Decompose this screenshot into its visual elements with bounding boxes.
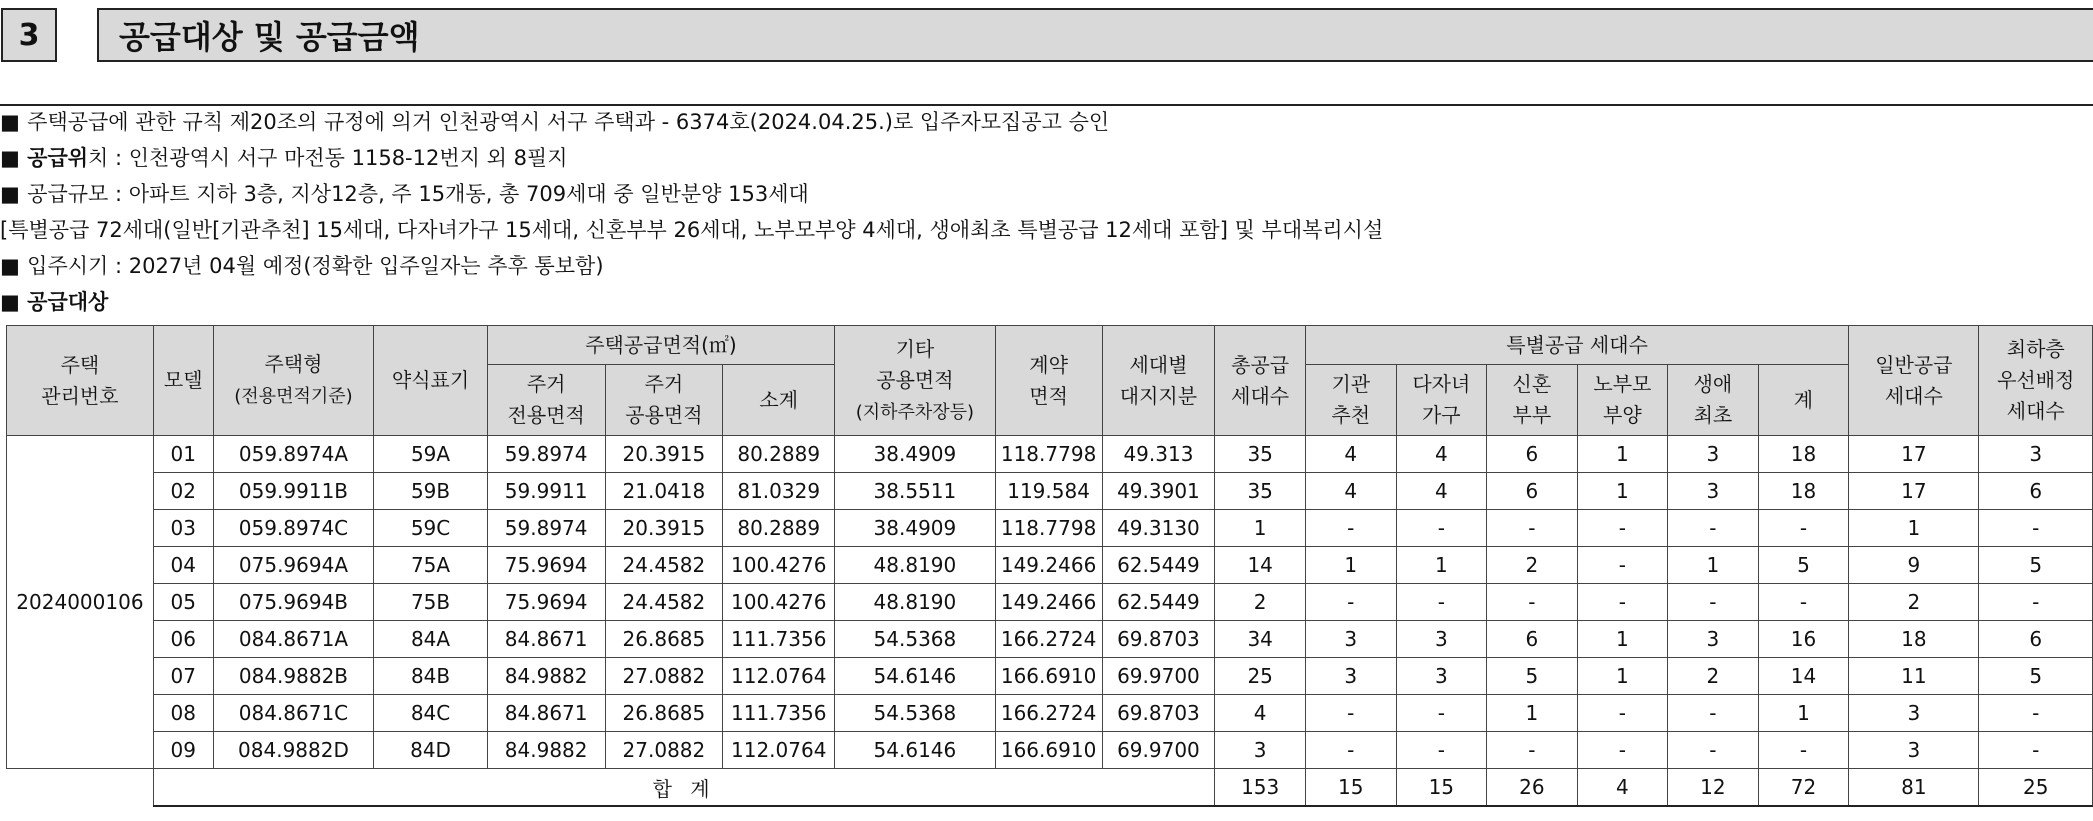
cell-sum: 16 — [1758, 621, 1849, 658]
cell-total: 34 — [1215, 621, 1306, 658]
col-special-group — [1305, 326, 1848, 365]
cell-first: 2 — [1668, 658, 1759, 695]
notice-bold: 공급위 — [27, 146, 89, 170]
table-row — [7, 695, 2093, 732]
cell-first: - — [1668, 510, 1759, 547]
notice-line — [0, 140, 2093, 176]
col-elderly — [1577, 365, 1668, 436]
cell-total: 2 — [1215, 584, 1306, 621]
cell-sum: - — [1758, 732, 1849, 769]
cell-model: 08 — [153, 695, 213, 732]
header-area_group: 주택공급면적(㎡) — [585, 332, 737, 357]
notice-line — [0, 104, 2093, 140]
cell-type: 084.8671C — [213, 695, 374, 732]
cell-total: 35 — [1215, 473, 1306, 510]
cell-newly: 1 — [1487, 695, 1578, 732]
cell-inst: - — [1305, 510, 1396, 547]
header-multichild: 다자녀 가구 — [1412, 372, 1471, 427]
header-lowest: 최하층 우선배정 세대수 — [1997, 337, 2075, 423]
col-type: 주택형 (전용면적기준) — [213, 326, 374, 436]
notice-line — [0, 248, 2093, 284]
cell-lowest: 3 — [1979, 436, 2093, 473]
cell-excl: 75.9694 — [487, 584, 605, 621]
total-total: 153 — [1215, 769, 1306, 807]
cell-multi: - — [1396, 695, 1487, 732]
cell-elder: 1 — [1577, 436, 1668, 473]
cell-type: 084.9882D — [213, 732, 374, 769]
cell-comm: 21.0418 — [605, 473, 723, 510]
cell-total: 4 — [1215, 695, 1306, 732]
cell-newly: 6 — [1487, 473, 1578, 510]
header-subtotal: 소계 — [759, 387, 799, 412]
cell-sub: 111.7356 — [723, 621, 835, 658]
cell-contract: 118.7798 — [995, 436, 1102, 473]
cell-excl: 75.9694 — [487, 547, 605, 584]
notice-line — [0, 284, 2093, 320]
cell-sub: 81.0329 — [723, 473, 835, 510]
cell-land: 69.8703 — [1102, 695, 1215, 732]
col-area-group — [487, 326, 834, 365]
cell-sum: - — [1758, 510, 1849, 547]
cell-land: 49.3130 — [1102, 510, 1215, 547]
cell-contract: 166.2724 — [995, 695, 1102, 732]
cell-total: 14 — [1215, 547, 1306, 584]
col-subtotal — [723, 365, 835, 436]
cell-multi: 1 — [1396, 547, 1487, 584]
cell-first: 3 — [1668, 621, 1759, 658]
table-row — [7, 473, 2093, 510]
table-row — [7, 621, 2093, 658]
cell-abbr: 75A — [374, 547, 488, 584]
cell-excl: 59.8974 — [487, 510, 605, 547]
cell-abbr: 59A — [374, 436, 488, 473]
cell-type: 084.8671A — [213, 621, 374, 658]
col-abbr — [374, 326, 488, 436]
col-exclusive — [487, 365, 605, 436]
cell-newly: 6 — [1487, 436, 1578, 473]
section-number: 3 — [1, 8, 57, 62]
cell-other: 54.6146 — [835, 658, 995, 695]
cell-multi: 4 — [1396, 436, 1487, 473]
notice-bold: 공급대상 — [27, 290, 109, 314]
cell-other: 38.5511 — [835, 473, 995, 510]
cell-comm: 24.4582 — [605, 547, 723, 584]
cell-land: 62.5449 — [1102, 584, 1215, 621]
col-sum — [1758, 365, 1849, 436]
cell-newly: - — [1487, 510, 1578, 547]
cell-comm: 20.3915 — [605, 436, 723, 473]
cell-general: 17 — [1849, 436, 1979, 473]
cell-elder: 1 — [1577, 621, 1668, 658]
col-firsttime — [1668, 365, 1759, 436]
total-first: 12 — [1668, 769, 1759, 807]
cell-lowest: - — [1979, 695, 2093, 732]
cell-total: 3 — [1215, 732, 1306, 769]
total-multi: 15 — [1396, 769, 1487, 807]
cell-land: 49.3901 — [1102, 473, 1215, 510]
cell-land: 62.5449 — [1102, 547, 1215, 584]
cell-lowest: - — [1979, 510, 2093, 547]
header-mgmt: 주택 관리번호 — [41, 352, 119, 408]
cell-general: 18 — [1849, 621, 1979, 658]
cell-general: 1 — [1849, 510, 1979, 547]
total-newly: 26 — [1487, 769, 1578, 807]
cell-total: 25 — [1215, 658, 1306, 695]
cell-other: 54.5368 — [835, 695, 995, 732]
table-row — [7, 732, 2093, 769]
bullet-icon: ■ — [0, 254, 28, 278]
cell-elder: - — [1577, 547, 1668, 584]
header-land: 세대별 대지지분 — [1119, 352, 1198, 408]
header-model: 모델 — [163, 368, 203, 392]
cell-model: 04 — [153, 547, 213, 584]
col-multichild — [1396, 365, 1487, 436]
cell-inst: - — [1305, 732, 1396, 769]
cell-newly: - — [1487, 584, 1578, 621]
cell-total: 1 — [1215, 510, 1306, 547]
header-other: 기타 공용면적 — [876, 336, 954, 392]
col-land — [1102, 326, 1215, 436]
col-newlywed — [1487, 365, 1578, 436]
cell-sub: 80.2889 — [723, 436, 835, 473]
cell-general: 3 — [1849, 695, 1979, 732]
total-blank — [7, 769, 154, 807]
cell-type: 084.9882B — [213, 658, 374, 695]
cell-inst: - — [1305, 695, 1396, 732]
notice-text: 치 : 인천광역시 서구 마전동 1158-12번지 외 8필지 — [88, 146, 568, 170]
cell-type: 059.8974C — [213, 510, 374, 547]
cell-general: 2 — [1849, 584, 1979, 621]
cell-elder: - — [1577, 584, 1668, 621]
cell-lowest: 5 — [1979, 658, 2093, 695]
bullet-icon: ■ — [0, 146, 28, 170]
cell-comm: 26.8685 — [605, 621, 723, 658]
supply-table — [6, 325, 2093, 807]
header-total_supply: 총공급 세대수 — [1231, 352, 1290, 408]
cell-contract: 118.7798 — [995, 510, 1102, 547]
header-sum: 계 — [1793, 387, 1814, 412]
cell-multi: 3 — [1396, 621, 1487, 658]
notice-text: 공급규모 : 아파트 지하 3층, 지상12층, 주 15개동, 총 709세대 중 일반분양 153세대 — [27, 182, 809, 206]
cell-lowest: 5 — [1979, 547, 2093, 584]
total-label: 합 계 — [153, 769, 1214, 807]
cell-inst: 4 — [1305, 473, 1396, 510]
cell-excl: 59.8974 — [487, 436, 605, 473]
cell-other: 38.4909 — [835, 510, 995, 547]
header-exclusive: 주거 전용면적 — [507, 372, 585, 427]
cell-first: 1 — [1668, 547, 1759, 584]
cell-general: 17 — [1849, 473, 1979, 510]
cell-first: 3 — [1668, 436, 1759, 473]
cell-land: 69.9700 — [1102, 658, 1215, 695]
cell-first: - — [1668, 732, 1759, 769]
cell-sum: 5 — [1758, 547, 1849, 584]
cell-inst: 3 — [1305, 658, 1396, 695]
col-total-supply — [1215, 326, 1306, 436]
cell-sub: 100.4276 — [723, 584, 835, 621]
col-lowest — [1979, 326, 2093, 436]
cell-abbr: 75B — [374, 584, 488, 621]
cell-inst: - — [1305, 584, 1396, 621]
header-newlywed: 신혼 부부 — [1512, 372, 1552, 427]
cell-inst: 1 — [1305, 547, 1396, 584]
cell-sub: 112.0764 — [723, 732, 835, 769]
notice-line — [0, 212, 2093, 248]
cell-other: 54.5368 — [835, 621, 995, 658]
header-abbr: 약식표기 — [391, 368, 470, 392]
cell-multi: 3 — [1396, 658, 1487, 695]
cell-comm: 27.0882 — [605, 732, 723, 769]
cell-inst: 4 — [1305, 436, 1396, 473]
cell-sub: 112.0764 — [723, 658, 835, 695]
cell-multi: - — [1396, 510, 1487, 547]
cell-land: 69.9700 — [1102, 732, 1215, 769]
cell-first: - — [1668, 584, 1759, 621]
cell-type: 075.9694B — [213, 584, 374, 621]
cell-general: 3 — [1849, 732, 1979, 769]
cell-contract: 149.2466 — [995, 547, 1102, 584]
cell-model: 02 — [153, 473, 213, 510]
cell-newly: - — [1487, 732, 1578, 769]
table-row — [7, 658, 2093, 695]
cell-comm: 26.8685 — [605, 695, 723, 732]
cell-model: 03 — [153, 510, 213, 547]
total-row — [7, 769, 2093, 807]
cell-excl: 84.9882 — [487, 658, 605, 695]
col-institution — [1305, 365, 1396, 436]
col-mgmt — [7, 326, 154, 436]
col-other: 기타 공용면적 (지하주차장등) — [835, 326, 995, 436]
cell-first: 3 — [1668, 473, 1759, 510]
cell-sub: 111.7356 — [723, 695, 835, 732]
cell-abbr: 84A — [374, 621, 488, 658]
cell-total: 35 — [1215, 436, 1306, 473]
cell-model: 07 — [153, 658, 213, 695]
cell-model: 05 — [153, 584, 213, 621]
cell-sub: 100.4276 — [723, 547, 835, 584]
cell-excl: 84.8671 — [487, 695, 605, 732]
header-special_group: 특별공급 세대수 — [1506, 332, 1648, 357]
cell-other: 48.8190 — [835, 547, 995, 584]
cell-lowest: - — [1979, 732, 2093, 769]
cell-other: 48.8190 — [835, 584, 995, 621]
cell-abbr: 59B — [374, 473, 488, 510]
cell-model: 09 — [153, 732, 213, 769]
cell-sub: 80.2889 — [723, 510, 835, 547]
cell-multi: - — [1396, 584, 1487, 621]
header-elderly: 노부모 부양 — [1593, 372, 1652, 427]
cell-land: 69.8703 — [1102, 621, 1215, 658]
bullet-icon: ■ — [0, 110, 28, 134]
total-sum: 72 — [1758, 769, 1849, 807]
cell-comm: 27.0882 — [605, 658, 723, 695]
cell-excl: 84.9882 — [487, 732, 605, 769]
header-contract: 계약 면적 — [1029, 352, 1068, 408]
total-inst: 15 — [1305, 769, 1396, 807]
cell-multi: - — [1396, 732, 1487, 769]
cell-contract: 166.6910 — [995, 658, 1102, 695]
mgmt-number: 2024000106 — [7, 436, 154, 769]
table-row — [7, 584, 2093, 621]
cell-sum: 1 — [1758, 695, 1849, 732]
cell-first: - — [1668, 695, 1759, 732]
cell-elder: - — [1577, 695, 1668, 732]
cell-model: 01 — [153, 436, 213, 473]
cell-excl: 59.9911 — [487, 473, 605, 510]
table-row — [7, 547, 2093, 584]
col-contract — [995, 326, 1102, 436]
cell-other: 38.4909 — [835, 436, 995, 473]
notice-text: 주택공급에 관한 규칙 제20조의 규정에 의거 인천광역시 서구 주택과 - 6374호(2024.04.25.)로 입주자모집공고 승인 — [27, 110, 1110, 134]
header-general: 일반공급 세대수 — [1875, 352, 1953, 408]
section-header — [0, 8, 2093, 64]
col-common — [605, 365, 723, 436]
cell-abbr: 84C — [374, 695, 488, 732]
header-firsttime: 생애 최초 — [1693, 372, 1733, 427]
cell-type: 059.8974A — [213, 436, 374, 473]
cell-model: 06 — [153, 621, 213, 658]
cell-newly: 2 — [1487, 547, 1578, 584]
cell-contract: 149.2466 — [995, 584, 1102, 621]
notice-text: [특별공급 72세대(일반[기관추천] 15세대, 다자녀가구 15세대, 신혼부부 26세대, 노부모부양 4세대, 생애최초 특별공급 12세대 포함] 및 부대복리시설 — [0, 218, 1384, 242]
cell-comm: 20.3915 — [605, 510, 723, 547]
cell-contract: 166.2724 — [995, 621, 1102, 658]
notice-text: 입주시기 : 2027년 04월 예정(정확한 입주일자는 추후 통보함) — [27, 254, 604, 278]
cell-inst: 3 — [1305, 621, 1396, 658]
notice-lines — [0, 104, 2093, 320]
cell-newly: 6 — [1487, 621, 1578, 658]
cell-lowest: - — [1979, 584, 2093, 621]
cell-newly: 5 — [1487, 658, 1578, 695]
header-type: 주택형 — [264, 352, 323, 376]
bullet-icon: ■ — [0, 182, 28, 206]
header-common: 주거 공용면적 — [625, 372, 703, 427]
table-row — [7, 510, 2093, 547]
table-row — [7, 436, 2093, 473]
cell-elder: 1 — [1577, 473, 1668, 510]
cell-sum: 18 — [1758, 473, 1849, 510]
total-lowest: 25 — [1979, 769, 2093, 807]
notice-line — [0, 176, 2093, 212]
total-elder: 4 — [1577, 769, 1668, 807]
cell-general: 9 — [1849, 547, 1979, 584]
cell-lowest: 6 — [1979, 621, 2093, 658]
cell-elder: 1 — [1577, 658, 1668, 695]
bullet-icon: ■ — [0, 290, 28, 314]
cell-contract: 166.6910 — [995, 732, 1102, 769]
col-general — [1849, 326, 1979, 436]
cell-type: 075.9694A — [213, 547, 374, 584]
cell-excl: 84.8671 — [487, 621, 605, 658]
cell-elder: - — [1577, 732, 1668, 769]
cell-elder: - — [1577, 510, 1668, 547]
cell-abbr: 84D — [374, 732, 488, 769]
cell-sum: 14 — [1758, 658, 1849, 695]
cell-lowest: 6 — [1979, 473, 2093, 510]
cell-comm: 24.4582 — [605, 584, 723, 621]
cell-abbr: 59C — [374, 510, 488, 547]
col-model — [153, 326, 213, 436]
cell-sum: - — [1758, 584, 1849, 621]
header-institution: 기관 추천 — [1331, 372, 1371, 427]
cell-contract: 119.584 — [995, 473, 1102, 510]
cell-land: 49.313 — [1102, 436, 1215, 473]
cell-other: 54.6146 — [835, 732, 995, 769]
cell-sum: 18 — [1758, 436, 1849, 473]
section-title: 공급대상 및 공급금액 — [97, 8, 2093, 62]
cell-general: 11 — [1849, 658, 1979, 695]
cell-type: 059.9911B — [213, 473, 374, 510]
cell-abbr: 84B — [374, 658, 488, 695]
total-general: 81 — [1849, 769, 1979, 807]
cell-multi: 4 — [1396, 473, 1487, 510]
